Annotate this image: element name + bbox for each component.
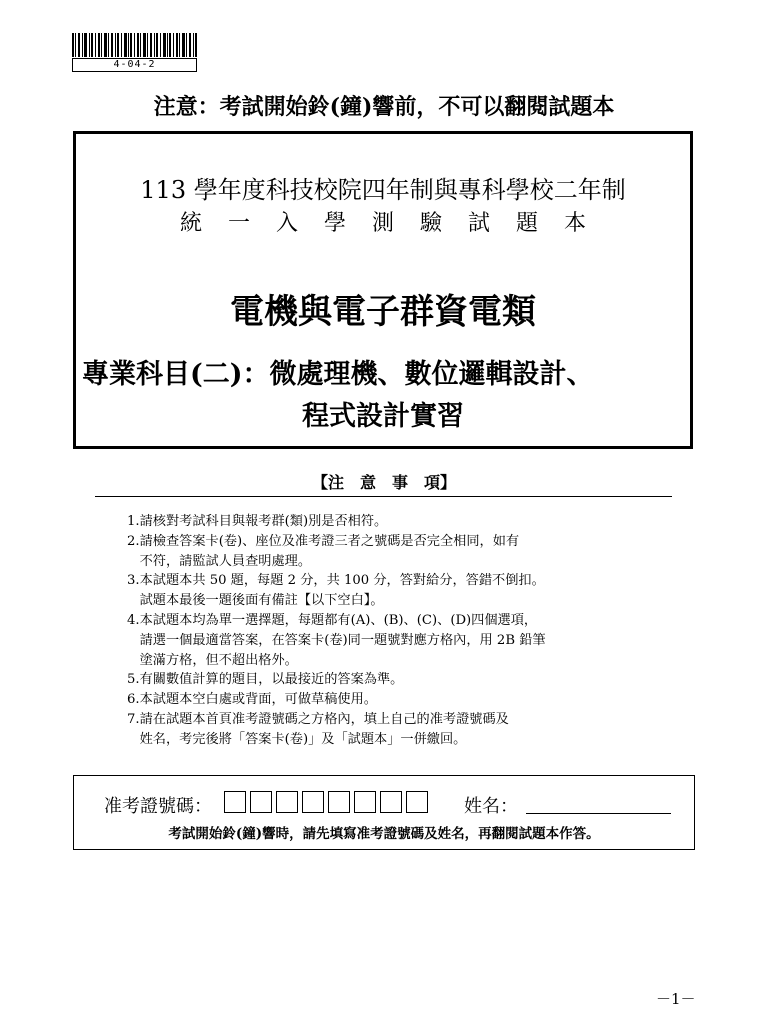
fill-in-instruction: 考試開始鈴(鐘)響時，請先填寫准考證號碼及姓名，再翻閱試題本作答。 xyxy=(168,826,600,842)
admission-digit-box[interactable] xyxy=(380,791,402,813)
admission-digit-box[interactable] xyxy=(224,791,246,813)
notes-heading: 【注 意 事 項】 xyxy=(311,473,456,492)
note-line: 3.本試題本共 50 題，每題 2 分，共 100 分，答對給分，答錯不倒扣。 xyxy=(127,573,545,589)
note-line: 5.有關數值計算的題目，以最接近的答案為準。 xyxy=(127,672,404,688)
subject-title-line1: 專業科目(二)：微處理機、數位邏輯設計、 xyxy=(82,359,594,390)
exam-booklet-title: 統一入學測驗試題本 xyxy=(179,211,612,236)
note-line: 不符，請監試人員查明處理。 xyxy=(127,553,312,569)
subject-title-line2: 程式設計實習 xyxy=(302,401,464,432)
page-number: －1－ xyxy=(656,990,696,1008)
admission-digit-box[interactable] xyxy=(354,791,376,813)
exam-year-title: 113 學年度科技校院四年制與專科學校二年制 xyxy=(140,176,626,204)
name-label: 姓名： xyxy=(464,796,518,817)
admission-digit-box[interactable] xyxy=(276,791,298,813)
note-line: 7.請在試題本首頁准考證號碼之方格內，填上自己的准考證號碼及 xyxy=(127,711,509,727)
name-field-line[interactable] xyxy=(526,813,671,814)
candidate-info-box xyxy=(73,775,695,850)
barcode xyxy=(72,33,197,57)
note-line: 請選一個最適當答案，在答案卡(卷)同一題號對應方格內，用 2B 鉛筆 xyxy=(127,632,546,648)
note-line: 4.本試題本均為單一選擇題，每題都有(A)、(B)、(C)、(D)四個選項， xyxy=(127,612,538,628)
admission-number-boxes xyxy=(224,791,432,813)
notes-divider xyxy=(95,496,672,497)
admission-digit-box[interactable] xyxy=(250,791,272,813)
note-line: 6.本試題本空白處或背面，可做草稿使用。 xyxy=(127,692,377,708)
note-line: 姓名，考完後將「答案卡(卷)」及「試題本」一併繳回。 xyxy=(127,731,467,747)
admission-digit-box[interactable] xyxy=(328,791,350,813)
top-notice: 注意：考試開始鈴(鐘)響前，不可以翻閱試題本 xyxy=(153,94,615,120)
note-line: 塗滿方格，但不超出格外。 xyxy=(127,652,298,668)
note-line: 2.請檢查答案卡(卷)、座位及准考證三者之號碼是否完全相同，如有 xyxy=(127,533,520,549)
note-line: 試題本最後一題後面有備註【以下空白】。 xyxy=(127,593,384,609)
notes-list xyxy=(127,512,687,750)
admission-digit-box[interactable] xyxy=(302,791,324,813)
barcode-code: 4-04-2 xyxy=(72,58,197,72)
admission-number-label: 准考證號碼： xyxy=(104,796,212,817)
note-line: 1.請核對考試科目與報考群(類)別是否相符。 xyxy=(127,514,388,529)
exam-group-title: 電機與電子群資電類 xyxy=(230,292,536,332)
title-box xyxy=(73,131,693,449)
admission-digit-box[interactable] xyxy=(406,791,428,813)
